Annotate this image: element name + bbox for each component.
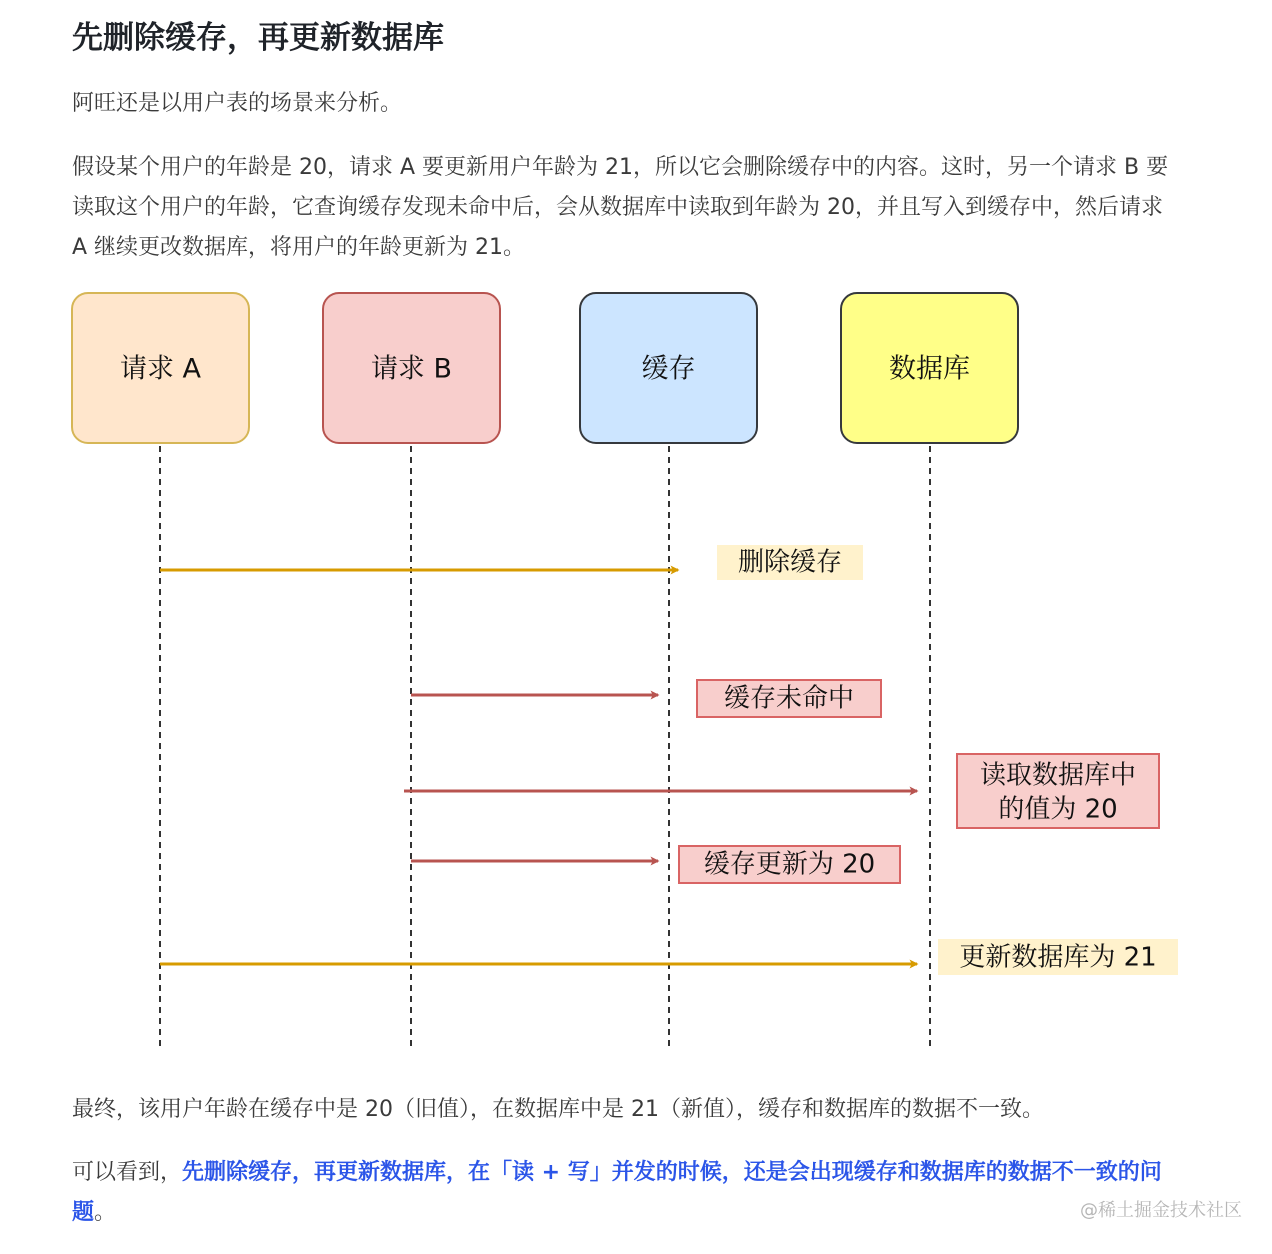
intro-paragraph: 阿旺还是以用户表的场景来分析。 xyxy=(72,91,403,116)
participant-request-a xyxy=(72,293,249,443)
participant-database xyxy=(841,293,1018,443)
participant-request-a-label: 请求 A xyxy=(119,353,202,385)
watermark: @稀土掘金技术社区 xyxy=(1080,1200,1242,1221)
article-title: 先删除缓存，再更新数据库 xyxy=(72,20,444,56)
note-cache-update-label: 缓存更新为 20 xyxy=(703,849,876,880)
conclusion-emphasis: 先删除缓存，再更新数据库，在「读 + 写」并发的时候，还是会出现缓存和数据库的数据不一致的问题 xyxy=(72,1160,1162,1225)
note-update-database-label: 更新数据库为 21 xyxy=(959,942,1157,973)
participant-request-b xyxy=(323,293,500,443)
conclusion-suffix: 。 xyxy=(94,1200,117,1225)
note-read-database-label-line1: 读取数据库中 xyxy=(979,760,1137,791)
result-paragraph: 最终，该用户年龄在缓存中是 20（旧值），在数据库中是 21（新值），缓存和数据库的数据不一致。 xyxy=(72,1097,1044,1122)
conclusion-prefix: 可以看到， xyxy=(72,1160,183,1185)
scenario-paragraph: 假设某个用户的年龄是 20，请求 A 要更新用户年龄为 21，所以它会删除缓存中的内容。这时，另一个请求 B 要读取这个用户的年龄，它查询缓存发现未命中后，会从数据库中读取到年龄为 20，并且写入到缓存中，然后请求 A 继续更改数据库，将用户的年龄更新为 21。 xyxy=(72,155,1169,260)
conclusion-paragraph xyxy=(72,1153,1187,1233)
note-delete-cache-label: 删除缓存 xyxy=(737,547,843,578)
participant-cache-label: 缓存 xyxy=(641,353,696,385)
participant-database-label: 数据库 xyxy=(889,353,970,385)
note-cache-miss-label: 缓存未命中 xyxy=(723,683,855,714)
note-read-database-label-line2: 的值为 20 xyxy=(998,794,1118,825)
participant-cache xyxy=(580,293,757,443)
participant-request-b-label: 请求 B xyxy=(370,353,453,385)
